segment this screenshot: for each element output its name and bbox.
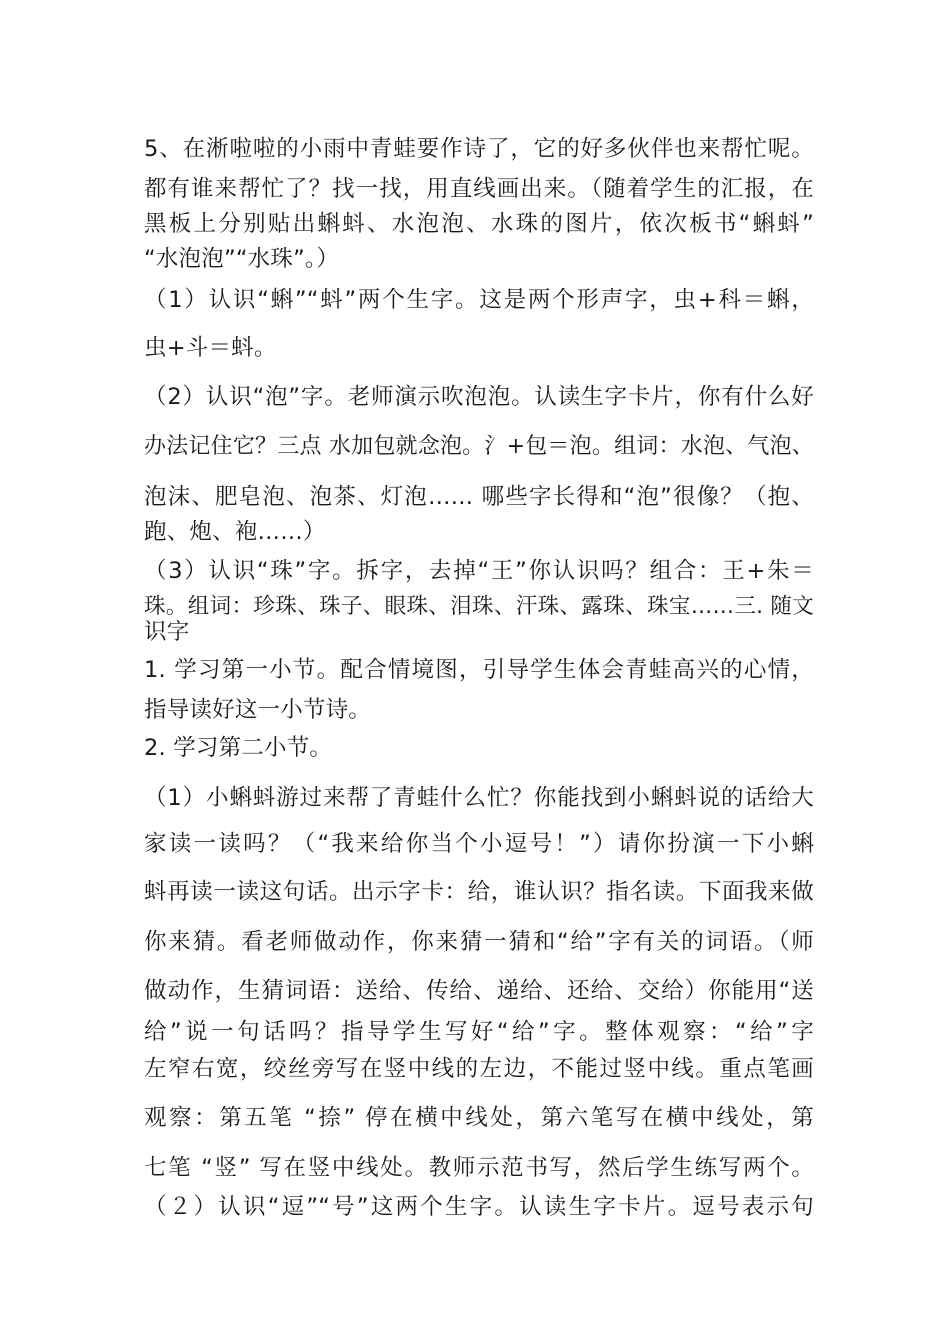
text-line: 珠。组词：珍珠、珠子、眼珠、泪珠、汗珠、露珠、珠宝……三. 随文 (144, 594, 814, 619)
text-line: 七笔 “竖” 写在竖中线处。教师示范书写，然后学生练写两个。 (144, 1155, 814, 1181)
text-line: “水泡泡”“水珠”。） (144, 246, 340, 272)
text-line: （２）认识“逗”“号”这两个生字。认读生字卡片。逗号表示句 (144, 1194, 814, 1220)
text-line: 办法记住它？三点 水加包就念泡。氵+包＝泡。组词：水泡、气泡、 (144, 434, 814, 459)
text-line: 泡沫、肥皂泡、泡茶、灯泡…… 哪些字长得和“泡”很像？（抱、 (144, 484, 814, 510)
text-line: 指导读好这一小节诗。 (144, 697, 372, 723)
text-line: 家读一读吗？（“我来给你当个小逗号！”）请你扮演一下小蝌 (144, 831, 814, 857)
text-line: 虫+斗＝蚪。 (144, 335, 277, 361)
text-line: （1）小蝌蚪游过来帮了青蛙什么忙？你能找到小蝌蚪说的话给大 (144, 785, 814, 811)
text-line: 左窄右宽，绞丝旁写在竖中线的左边，不能过竖中线。重点笔画 (144, 1056, 814, 1082)
text-line: 给”说一句话吗？指导学生写好“给”字。整体观察：“给”字 (144, 1019, 814, 1045)
text-line: 5、在淅啦啦的小雨中青蛙要作诗了，它的好多伙伴也来帮忙呢。 (144, 136, 814, 162)
text-line: 跑、炮、袍……） (144, 519, 326, 545)
text-line: 1. 学习第一小节。配合情境图，引导学生体会青蛙高兴的心情， (144, 657, 814, 683)
text-line: 识字 (144, 619, 190, 645)
text-line: 观察：第五笔 “捺” 停在横中线处，第六笔写在横中线处，第 (144, 1105, 814, 1131)
text-line: 都有谁来帮忙了？找一找，用直线画出来。（随着学生的汇报，在 (144, 176, 814, 202)
text-line: 蚪再读一读这句话。出示字卡：给，谁认识？指名读。下面我来做 (144, 879, 814, 905)
text-line: （3）认识“珠”字。拆字，去掉“王”你认识吗？组合：王+朱＝ (144, 558, 814, 584)
text-line: （2）认识“泡”字。老师演示吹泡泡。认读生字卡片，你有什么好 (144, 384, 814, 410)
text-line: 黑板上分别贴出蝌蚪、水泡泡、水珠的图片，依次板书“蝌蚪” (144, 211, 814, 237)
text-line: 你来猜。看老师做动作，你来猜一猜和“给”字有关的词语。（师 (144, 929, 814, 955)
text-line: 做动作，生猜词语：送给、传给、递给、还给、交给）你能用“送 (144, 978, 814, 1004)
text-line: 2. 学习第二小节。 (144, 735, 333, 761)
text-line: （1）认识“蝌”“蚪”两个生字。这是两个形声字，虫+科＝蝌， (144, 287, 814, 313)
